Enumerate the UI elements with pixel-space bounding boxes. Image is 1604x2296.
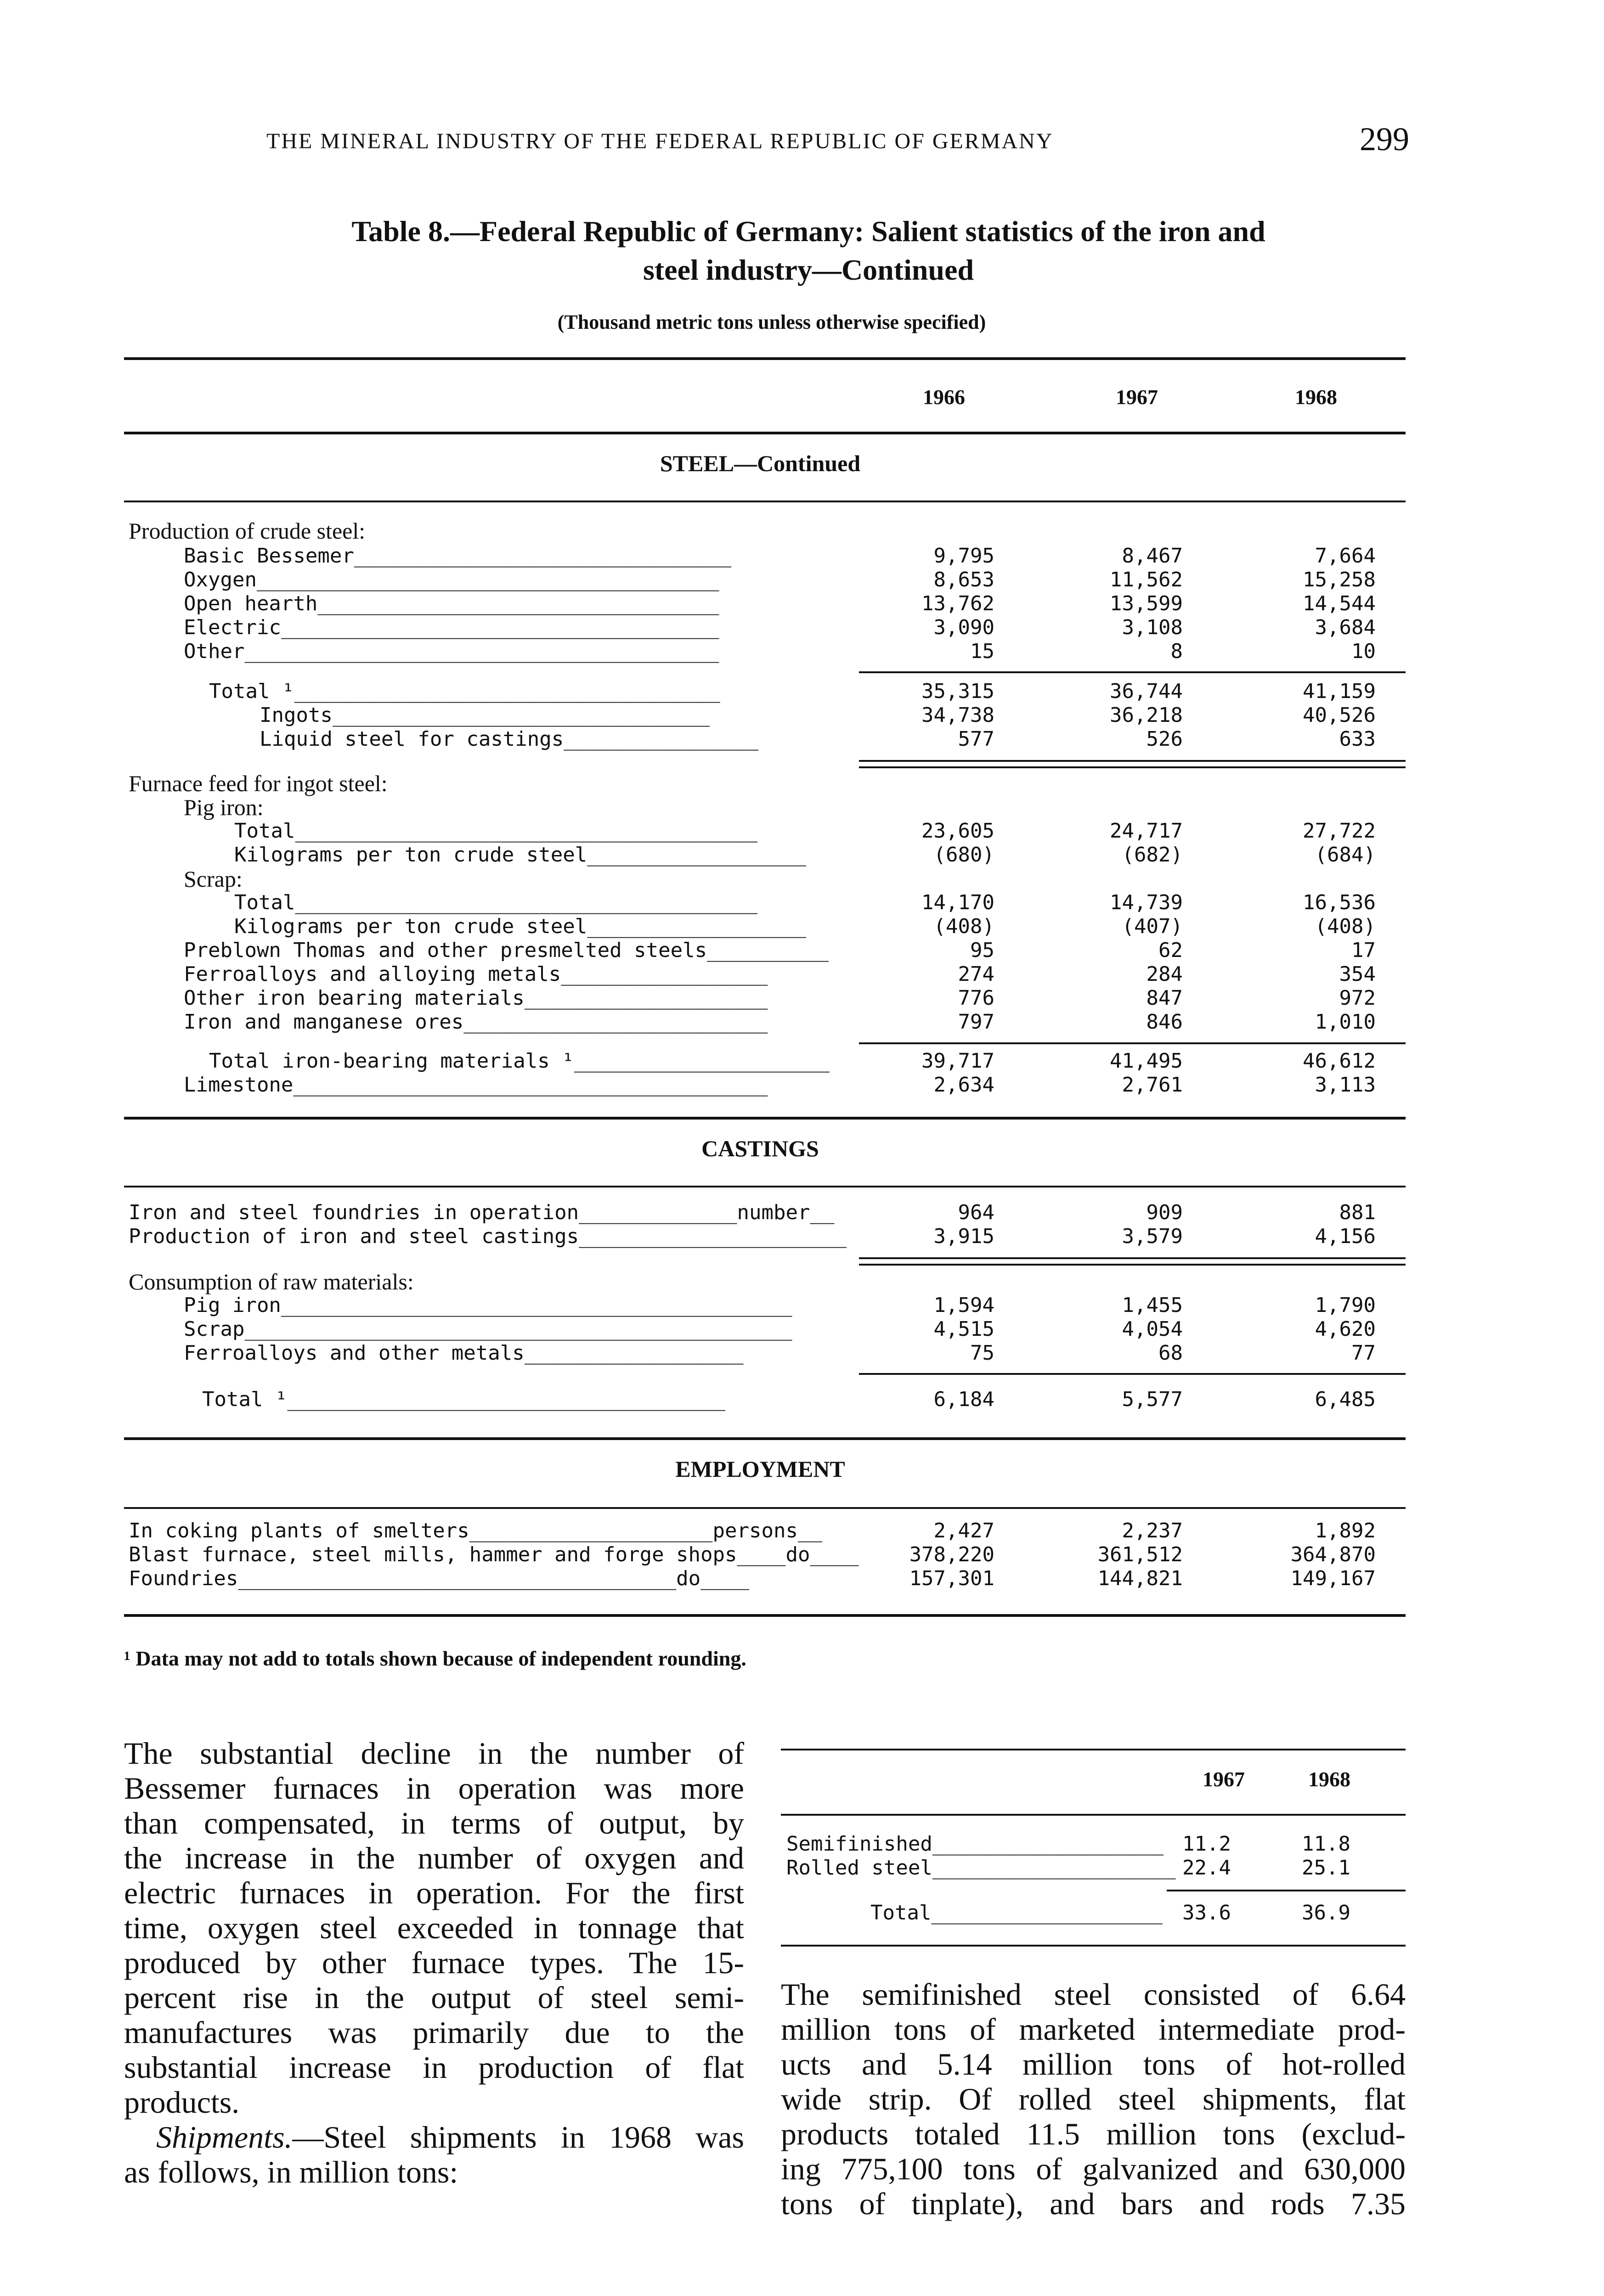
row-label: Total______________________________________: [234, 819, 758, 843]
ship-cell-1968: 11.8: [1302, 1832, 1350, 1856]
table-row: [0, 616, 1604, 640]
left-line: electric furnaces in operation. For the first: [124, 1875, 744, 1910]
subtotal-rule: [859, 1373, 1406, 1375]
cell-1967: 62: [1158, 939, 1183, 962]
table-row: [0, 568, 1604, 592]
double-rule-b: [859, 1264, 1406, 1266]
table-row: [0, 939, 1604, 962]
cell-1966: 6,184: [933, 1388, 994, 1411]
row-label: Liquid steel for castings________________: [260, 727, 759, 751]
row-label: Other_______________________________________: [184, 640, 719, 663]
row-label: Electric____________________________________: [184, 616, 719, 639]
cell-1968: 7,664: [1315, 544, 1376, 568]
table-row: [0, 843, 1604, 867]
table-units: (Thousand metric tons unless otherwise specified): [557, 311, 986, 333]
row-label: Basic Bessemer_______________________________: [184, 544, 732, 568]
cell-1967: 68: [1158, 1341, 1183, 1365]
cell-1968: (684): [1315, 843, 1376, 867]
ship-cell-1968: 36.9: [1302, 1901, 1350, 1925]
page-number: 299: [1360, 121, 1409, 158]
cell-1968: 364,870: [1290, 1543, 1376, 1566]
table-footnote: ¹ Data may not add to totals shown because of independent rounding.: [124, 1647, 746, 1670]
row-label: Kilograms per ton crude steel__________________: [234, 843, 807, 867]
row-label: Foundries____________________________________do____: [129, 1567, 750, 1590]
row-label: Ingots_______________________________: [260, 703, 710, 727]
row-label: Kilograms per ton crude steel__________________: [234, 915, 807, 938]
double-rule-a: [859, 1257, 1406, 1259]
table-row: [0, 703, 1604, 727]
ship-cell-1967: 33.6: [1182, 1901, 1231, 1925]
cell-1967: 1,455: [1122, 1294, 1183, 1317]
ship-cell-1967: 22.4: [1182, 1856, 1231, 1880]
table-row: [0, 592, 1604, 616]
right-line: The semifinished steel consisted of 6.64: [781, 1977, 1406, 2012]
cell-1966: 3,915: [933, 1225, 994, 1248]
cell-1966: 1,594: [933, 1294, 994, 1317]
cell-1966: 3,090: [933, 616, 994, 639]
running-head: THE MINERAL INDUSTRY OF THE FEDERAL REPUBLIC OF GERMANY: [266, 129, 1054, 153]
ship-row-label: Total___________________: [870, 1901, 1163, 1925]
cell-1966: 157,301: [909, 1567, 994, 1590]
castings-top-rule: [124, 1117, 1406, 1120]
left-paragraph: [124, 1736, 744, 2189]
cell-1966: 577: [958, 727, 994, 751]
row-label: Blast furnace, steel mills, hammer and forge shops____do____: [129, 1543, 859, 1566]
table-row: [0, 1294, 1604, 1317]
cell-1968: 14,544: [1303, 592, 1376, 615]
ship-cell-1968: 25.1: [1302, 1856, 1350, 1880]
castings-section-rule: [124, 1186, 1406, 1187]
cell-1966: 776: [958, 986, 994, 1010]
ship-col-1967: 1967: [1203, 1767, 1245, 1791]
shipments-heading: Shipments.: [156, 2120, 293, 2155]
table-row: [0, 1073, 1604, 1097]
ship-row-label: Semifinished___________________: [786, 1832, 1164, 1856]
section-employment: EMPLOYMENT: [675, 1456, 845, 1482]
table-top-rule: [124, 357, 1406, 360]
cell-1968: (408): [1315, 915, 1376, 938]
section-steel: STEEL—Continued: [660, 450, 861, 476]
cell-1967: 11,562: [1110, 568, 1183, 591]
table-row: [0, 680, 1604, 703]
left-line: Bessemer furnaces in operation was more: [124, 1771, 744, 1806]
ship-cell-1967: 11.2: [1182, 1832, 1231, 1856]
cell-1968: 354: [1339, 962, 1376, 986]
left-line: the increase in the number of oxygen and: [124, 1840, 744, 1875]
cell-1968: 149,167: [1290, 1567, 1376, 1590]
double-rule-a: [859, 760, 1406, 762]
cell-1968: 4,156: [1315, 1225, 1376, 1248]
table-row: [0, 1049, 1604, 1073]
col-header-1968: 1968: [1295, 385, 1337, 409]
cell-1968: 6,485: [1315, 1388, 1376, 1411]
cell-1966: 378,220: [909, 1543, 994, 1566]
row-label: Ferroalloys and alloying metals_________________: [184, 962, 768, 986]
cell-1967: 2,761: [1122, 1073, 1183, 1097]
right-paragraph: [781, 1977, 1406, 2221]
right-line: wide strip. Of rolled steel shipments, flat: [781, 2082, 1406, 2116]
cell-1968: 27,722: [1303, 819, 1376, 843]
row-label: Pig iron__________________________________________: [184, 1294, 792, 1317]
cell-1968: 972: [1339, 986, 1376, 1010]
cell-1968: 633: [1339, 727, 1376, 751]
row-label: Total ¹____________________________________: [202, 1388, 726, 1411]
cell-1966: 797: [958, 1010, 994, 1034]
ship-header-rule: [781, 1814, 1406, 1816]
group-production-crude-steel: Production of crude steel:: [129, 518, 366, 544]
table-row: [0, 640, 1604, 664]
cell-1967: 144,821: [1097, 1567, 1183, 1590]
cell-1967: 909: [1146, 1201, 1183, 1224]
cell-1966: 964: [958, 1201, 994, 1224]
cell-1968: 77: [1351, 1341, 1376, 1365]
group-pig-iron: Pig iron:: [184, 794, 264, 820]
employment-top-rule: [124, 1437, 1406, 1440]
left-line: percent rise in the output of steel semi-: [124, 1980, 744, 2015]
ship-row-label: Rolled steel____________________: [786, 1856, 1176, 1880]
cell-1967: 8,467: [1122, 544, 1183, 568]
table-row: [0, 544, 1604, 568]
table-row: [0, 1388, 1604, 1412]
subtotal-rule: [859, 671, 1406, 673]
row-label: Ferroalloys and other metals__________________: [184, 1341, 744, 1365]
row-label: Total______________________________________: [234, 891, 758, 914]
group-furnace-feed: Furnace feed for ingot steel:: [129, 771, 388, 796]
cell-1968: 15,258: [1303, 568, 1376, 591]
cell-1966: 34,738: [921, 703, 994, 727]
row-label: Iron and steel foundries in operation_____________number__: [129, 1201, 835, 1224]
col-header-1966: 1966: [923, 385, 965, 409]
cell-1966: 2,427: [933, 1519, 994, 1542]
cell-1967: 846: [1146, 1010, 1183, 1034]
left-line: manufactures was primarily due to the: [124, 2015, 744, 2050]
right-line: products totaled 11.5 million tons (exclud-: [781, 2116, 1406, 2151]
col-header-1967: 1967: [1116, 385, 1158, 409]
cell-1966: 4,515: [933, 1317, 994, 1341]
table-bottom-rule: [124, 1614, 1406, 1617]
row-label: Total ¹___________________________________: [209, 680, 720, 703]
table-row: [0, 1341, 1604, 1365]
cell-1968: 1,010: [1315, 1010, 1376, 1034]
steel-section-rule: [124, 501, 1406, 502]
table-row: [0, 962, 1604, 986]
ship-col-1968: 1968: [1308, 1767, 1350, 1791]
left-line: The substantial decline in the number of: [124, 1736, 744, 1771]
left-line: substantial increase in production of flat: [124, 2050, 744, 2085]
table-row: [0, 1519, 1604, 1543]
cell-1968: 16,536: [1303, 891, 1376, 914]
cell-1968: 40,526: [1303, 703, 1376, 727]
cell-1967: 41,495: [1110, 1049, 1183, 1073]
ship-subtotal-rule: [1167, 1890, 1406, 1891]
table-row: [0, 1567, 1604, 1591]
cell-1967: (407): [1122, 915, 1183, 938]
double-rule-b: [859, 766, 1406, 768]
row-label: Open hearth_________________________________: [184, 592, 719, 615]
cell-1966: 23,605: [921, 819, 994, 843]
table-row: [0, 1010, 1604, 1034]
shipments-line-2: as follows, in million tons:: [124, 2155, 458, 2189]
right-line: tons of tinplate), and bars and rods 7.35: [781, 2186, 1406, 2221]
row-label: Scrap_____________________________________________: [184, 1317, 792, 1341]
employment-section-rule: [124, 1507, 1406, 1509]
cell-1966: 35,315: [921, 680, 994, 703]
cell-1967: 847: [1146, 986, 1183, 1010]
cell-1968: 3,113: [1315, 1073, 1376, 1097]
cell-1967: 5,577: [1122, 1388, 1183, 1411]
cell-1968: 10: [1351, 640, 1376, 663]
table-row: [0, 1543, 1604, 1567]
left-line: products.: [124, 2085, 240, 2120]
table-row: [0, 1201, 1604, 1225]
cell-1966: (408): [933, 915, 994, 938]
group-consumption: Consumption of raw materials:: [129, 1269, 414, 1294]
row-label: Preblown Thomas and other presmelted steels__________: [184, 939, 829, 962]
header-rule: [124, 432, 1406, 434]
right-line: ucts and 5.14 million tons of hot-rolled: [781, 2047, 1406, 2082]
shipments-line: Shipments.—Steel shipments in 1968 was: [156, 2120, 744, 2155]
cell-1966: 15: [970, 640, 994, 663]
cell-1967: 526: [1146, 727, 1183, 751]
row-label: In coking plants of smelters____________________persons__: [129, 1519, 822, 1542]
cell-1966: 14,170: [921, 891, 994, 914]
cell-1966: 39,717: [921, 1049, 994, 1073]
cell-1966: 274: [958, 962, 994, 986]
table-row: [0, 727, 1604, 751]
cell-1967: 8: [1170, 640, 1183, 663]
row-label: Other iron bearing materials____________________: [184, 986, 768, 1010]
table-row: [0, 1225, 1604, 1249]
cell-1968: 46,612: [1303, 1049, 1376, 1073]
row-label: Oxygen______________________________________: [184, 568, 719, 591]
subtotal-rule: [859, 1042, 1406, 1044]
row-label: Total iron-bearing materials ¹_____________________: [209, 1049, 830, 1073]
left-line: than compensated, in terms of output, by: [124, 1806, 744, 1840]
table-title-line2: steel industry—Continued: [643, 253, 974, 286]
row-label: Production of iron and steel castings______________________: [129, 1225, 847, 1248]
right-line: million tons of marketed intermediate prod-: [781, 2012, 1406, 2047]
cell-1967: (682): [1122, 843, 1183, 867]
cell-1967: 3,108: [1122, 616, 1183, 639]
cell-1968: 1,892: [1315, 1519, 1376, 1542]
cell-1968: 881: [1339, 1201, 1376, 1224]
cell-1967: 13,599: [1110, 592, 1183, 615]
cell-1967: 2,237: [1122, 1519, 1183, 1542]
cell-1966: 75: [970, 1341, 994, 1365]
cell-1967: 36,218: [1110, 703, 1183, 727]
table-row: [0, 986, 1604, 1010]
cell-1968: 1,790: [1315, 1294, 1376, 1317]
cell-1967: 361,512: [1097, 1543, 1183, 1566]
right-line: ing 775,100 tons of galvanized and 630,000: [781, 2151, 1406, 2186]
table-row: [0, 915, 1604, 939]
left-line: produced by other furnace types. The 15-: [124, 1945, 744, 1980]
cell-1966: 9,795: [933, 544, 994, 568]
cell-1968: 4,620: [1315, 1317, 1376, 1341]
cell-1968: 41,159: [1303, 680, 1376, 703]
left-line: time, oxygen steel exceeded in tonnage that: [124, 1910, 744, 1945]
cell-1967: 14,739: [1110, 891, 1183, 914]
ship-bottom-rule: [781, 1945, 1406, 1947]
group-scrap: Scrap:: [184, 866, 243, 892]
cell-1968: 17: [1351, 939, 1376, 962]
row-label: Limestone_______________________________________: [184, 1073, 768, 1097]
cell-1967: 284: [1146, 962, 1183, 986]
cell-1968: 3,684: [1315, 616, 1376, 639]
table-title-line1: Table 8.—Federal Republic of Germany: Salient statistics of the iron and: [351, 215, 1265, 248]
table-row: [0, 819, 1604, 843]
table-row: [0, 891, 1604, 915]
cell-1966: 95: [970, 939, 994, 962]
row-label: Iron and manganese ores_________________________: [184, 1010, 768, 1034]
cell-1966: 2,634: [933, 1073, 994, 1097]
cell-1967: 3,579: [1122, 1225, 1183, 1248]
cell-1966: 13,762: [921, 592, 994, 615]
cell-1967: 4,054: [1122, 1317, 1183, 1341]
ship-top-rule: [781, 1749, 1406, 1750]
cell-1967: 36,744: [1110, 680, 1183, 703]
table-row: [0, 1317, 1604, 1341]
cell-1967: 24,717: [1110, 819, 1183, 843]
section-castings: CASTINGS: [701, 1136, 819, 1161]
cell-1966: 8,653: [933, 568, 994, 591]
cell-1966: (680): [933, 843, 994, 867]
